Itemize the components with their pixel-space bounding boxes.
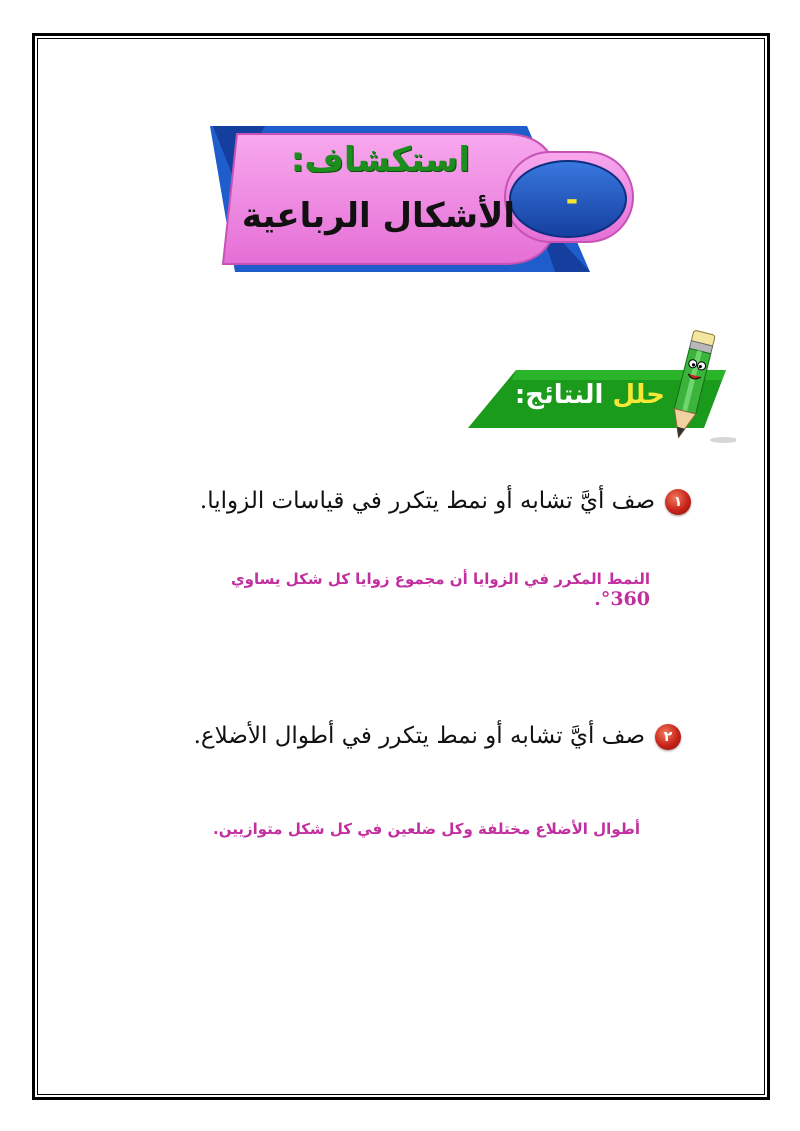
question-1-number-badge: ١ [665,489,691,515]
page-title-line2: الأشكال الرباعية [241,196,515,236]
results-label [505,380,665,410]
results-label-part2: النتائج: [514,380,604,410]
page-title-line1: استكشاف: [290,140,470,180]
question-2-text: صف أيَّ تشابه أو نمط يتكرر في أطوال الأضلاع. [193,723,645,749]
banner-dash: - [565,183,579,218]
question-1-answer-text: النمط المكرر في الزوايا أن مجموع زوايا كل شكل يساوي [230,570,650,588]
question-2-answer: أطوال الأضلاع مختلفة وكل ضلعين في كل شكل متوازيين. [213,820,640,838]
question-2-number-badge: ٢ [655,724,681,750]
question-1-answer-value: 360°. [594,588,650,610]
question-1-answer [180,570,650,610]
question-1-text: صف أيَّ تشابه أو نمط يتكرر في قياسات الزوايا. [199,488,655,514]
results-label-part1: حلل [612,380,665,410]
